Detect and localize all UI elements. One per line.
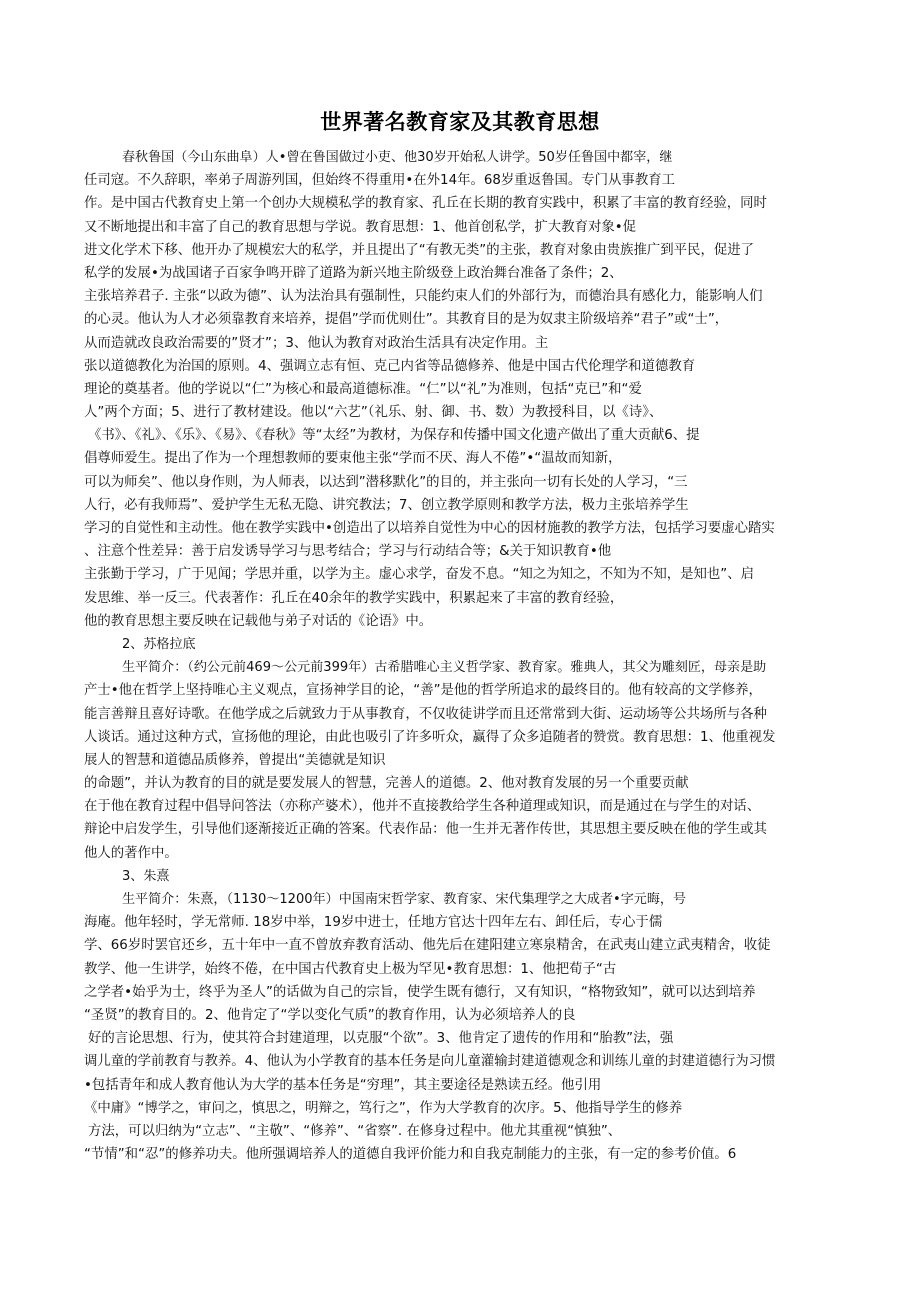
text-line: 又不断地提出和丰富了自己的教育思想与学说。教育思想：1、他首创私学，扩大教育对象•促 — [84, 219, 637, 235]
text-line: 2、苏格拉底 — [122, 636, 196, 652]
text-line: 《中庸》“博学之，审问之，慎思之，明辩之，笃行之”，作为大学教育的次序。5、他指导学生的修养 — [84, 1100, 683, 1116]
text-line: 进文化学术下移、他开办了规模宏大的私学，并且提出了“有教无类”的主张，教育对象由贵族推广到平民，促进了 — [84, 242, 755, 258]
text-line: 人”两个方面；5、进行了教材建设。他以“六艺”（礼乐、射、御、书、数）为教授科目，以《诗》、 — [84, 405, 663, 421]
text-line: 作。是中国古代教育史上第一个创办大规模私学的教育家、孔丘在长期的教育实践中，积累了丰富的教育经验，同时 — [84, 196, 767, 212]
document-body — [84, 146, 824, 1166]
text-line: 海庵。他年轻时，学无常师. 18岁中举，19岁中进士，任地方官达十四年左右、卸任后，专心于儒 — [84, 915, 663, 931]
text-line: 《书》、《礼》、《乐》、《易》、《春秋》等“太经”为教材，为保存和传播中国文化遗产做出了重大贡献6、提 — [88, 428, 700, 444]
text-line: 他的教育思想主要反映在记载他与弟子对话的《论语》中。 — [84, 613, 433, 629]
text-line: “节情”和“忍”的修养功夫。他所强调培养人的道德自我评价能力和自我克制能力的主张，有一定的参考价值。6 — [84, 1147, 737, 1163]
text-line: 能言善辩且喜好诗歌。在他学成之后就致力于从事教育，不仅收徒讲学而且还常常到大街、运动场等公共场所与各种 — [84, 706, 767, 722]
text-line: 的心灵。他认为人才必须靠教育来培养，提倡”学而优则仕”。其教育目的是为奴隶主阶级培养“君子”或“士”， — [84, 312, 729, 328]
text-line: 学、66岁时罢官还乡，五十年中一直不曾放弃教育活动、他先后在建阳建立寒泉精舍，在武夷山建立武夷精舍，收徒 — [84, 938, 771, 954]
text-line: 倡尊师爱生。提出了作为一个理想教师的要束他主张“学而不厌、海人不倦”•“温故而知新， — [84, 451, 622, 467]
text-line: 发思维、举一反三。代表著作：孔丘在40余年的教学实践中，积累起来了丰富的教育经验， — [84, 590, 624, 606]
text-line: 3、朱熹 — [122, 868, 170, 884]
text-line: 展人的智慧和道德品质修养，曾提出“美德就是知识 — [84, 752, 386, 768]
text-line: •包括青年和成人教育他认为大学的基本任务是“穷理”，其主要途径是熟读五经。他引用 — [84, 1077, 602, 1093]
text-line: 理论的奠基者。他的学说以“仁”为核心和最高道德标准。“仁”以“礼”为准则，包括“克已”和“爱 — [84, 381, 642, 397]
text-line: 私学的发展•为战国诸子百家争鸣开辟了道路为新兴地主阶级登上政治舞台准备了条件；2、 — [84, 265, 623, 281]
text-line: 春秋鲁国（今山东曲阜）人•曾在鲁国做过小吏、他30岁开始私人讲学。50岁任鲁国中都宰，继 — [122, 150, 673, 165]
text-line: 在于他在教育过程中倡导问答法（亦称产婆术），他并不直接教给学生各种道理或知识，而是通过在与学生的对话、 — [84, 799, 761, 815]
text-line: 生平简介：朱熹，（1130〜1200年）中国南宋哲学家、教育家、宋代集理学之大成者•字元晦，号 — [122, 892, 687, 907]
document-title: 世界著名教育家及其教育思想 — [320, 110, 600, 134]
text-line: 产士•他在哲学上坚持唯心主义观点，宣扬神学目的论，“善”是他的哲学所追求的最终目的。他有较高的文学修养， — [84, 683, 762, 699]
text-line: 教学、他一生讲学，始终不倦，在中国古代教育史上极为罕见•教育思想：1、他把荀子“古 — [84, 961, 617, 977]
text-line: 、注意个性差异：善于启发诱导学习与思考结合；学习与行动结合等；&关于知识教育•他 — [84, 544, 612, 560]
text-line: 辩论中启发学生，引导他们逐渐接近正确的答案。代表作品：他一生并无著作传世，其思想主要反映在他的学生或其 — [84, 822, 767, 838]
text-line: 方法，可以归纳为“立志”、“主敬”、“修养”、“省察”. 在修身过程中。他尤其重视“慎独”、 — [88, 1123, 622, 1139]
text-line: 从而造就改良政治需要的”贤才”；3、他认为教育对政治生活具有决定作用。主 — [84, 335, 549, 351]
text-line: 的命题”，并认为教育的目的就是要发展人的智慧，完善人的道德。2、他对教育发展的另一个重要贡献 — [84, 776, 689, 792]
text-line: 可以为师矣”、他以身作则，为人师表，以达到”潜移默化”的目的，并主张向一切有长处的人学习，“三 — [84, 474, 688, 490]
text-line: 学习的自觉性和主动性。他在教学实践中•创造出了以培养自觉性为中心的因材施教的教学方法，包括学习要虚心踏实 — [84, 521, 775, 536]
text-line: 任司寇。不久辞职，率弟子周游列国，但始终不得重用•在外14年。68岁重返鲁国。专门从事教育工 — [84, 173, 675, 189]
text-line: 人行，必有我师焉”、爱护学生无私无隐、讲究教法；7、创立教学原则和教学方法，极力主张培养学生 — [84, 497, 689, 513]
text-line: 主张培养君子. 主张“以政为德”、认为法治具有强制性，只能约束人们的外部行为，而德治具有感化力，能影响人们 — [84, 289, 763, 305]
text-line: 调儿童的学前教育与教养。4、他认为小学教育的基本任务是向儿童灌输封建道德观念和训练儿童的封建道德行为习惯 — [84, 1054, 776, 1070]
text-line: 生平简介：（约公元前469〜公元前399年）古希腊唯心主义哲学家、教育家。雅典人，其父为雕刻匠，母亲是助 — [122, 660, 767, 676]
text-line: 之学者•始乎为士，终乎为圣人”的话做为自己的宗旨，使学生既有德行，又有知识，“格物致知”，就可以达到培养 — [84, 984, 756, 1000]
text-line: 好的言论思想、行为，使其符合封建道理，以克服“个欲”。3、他肯定了遗传的作用和“胎教”法，强 — [88, 1031, 674, 1047]
text-line: “圣贤”的教育目的。2、他肯定了“学以变化气质”的教育作用，认为必须培养人的良 — [84, 1007, 576, 1023]
text-line: 主张勤于学习，广于见闻；学思并重，以学为主。虚心求学，奋发不息。“知之为知之，不知为不知，是知也”、启 — [84, 567, 755, 583]
text-line: 他人的著作中。 — [84, 845, 178, 861]
text-line: 人谈话。通过这种方式，宣扬他的理论，由此也吸引了许多听众，赢得了众多追随者的赞赏。教育思想：1、他重视发 — [84, 729, 776, 745]
text-line: 张以道德教化为治国的原则。4、强调立志有恒、克己内省等品德修养、他是中国古代伦理学和道德教育 — [84, 358, 696, 374]
